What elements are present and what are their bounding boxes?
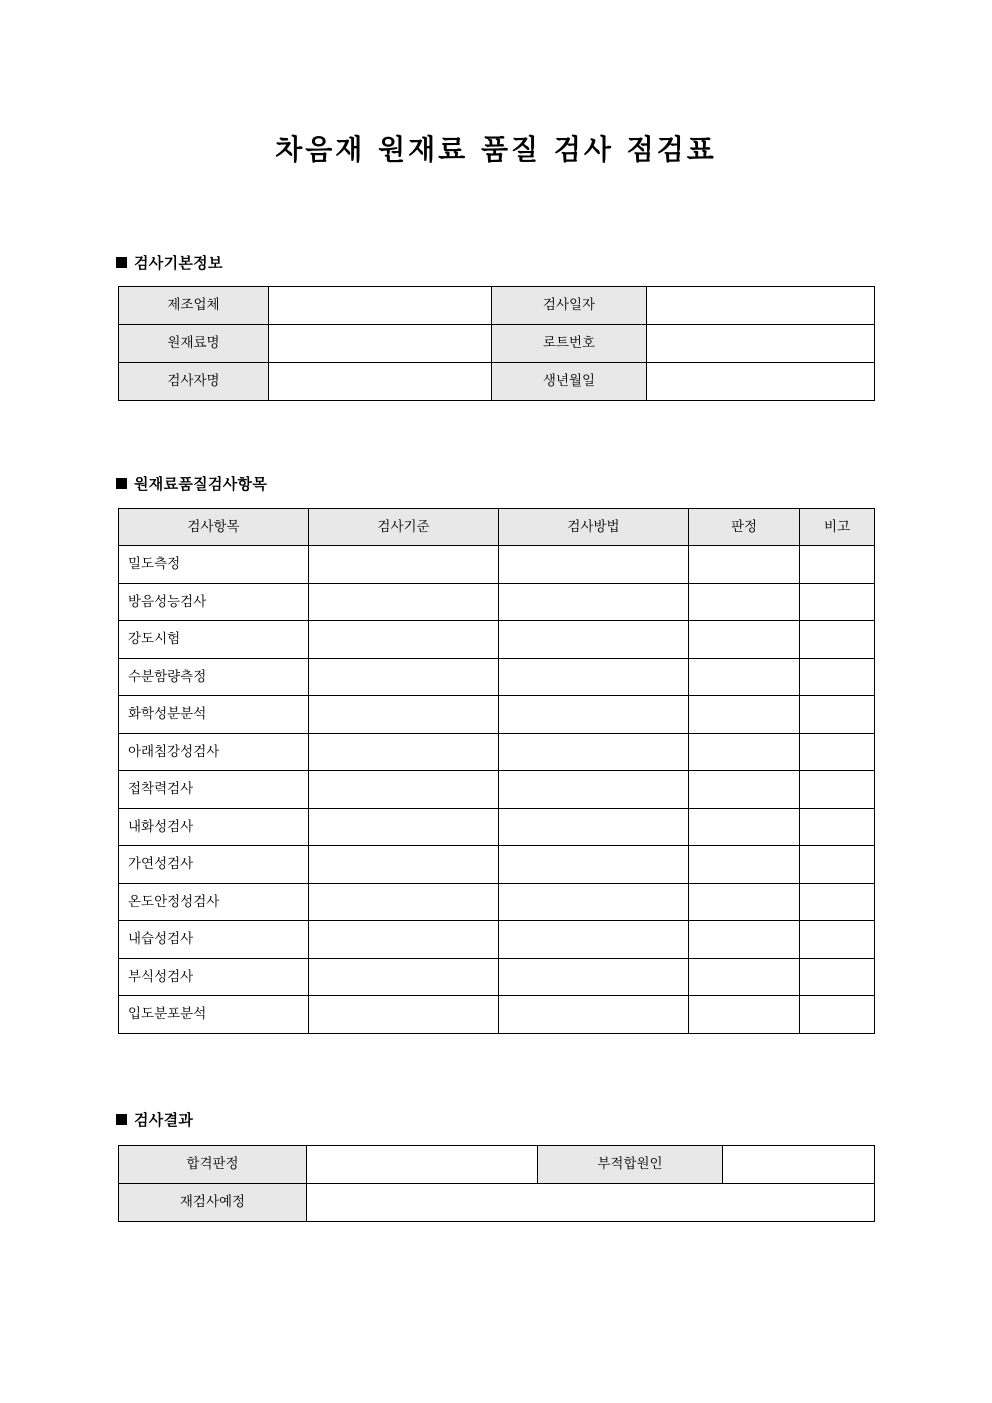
inspection-item-judgement[interactable]	[689, 996, 800, 1034]
table-row	[119, 771, 875, 809]
inspection-item-method[interactable]	[499, 696, 689, 734]
inspection-item-judgement[interactable]	[689, 958, 800, 996]
field-inspector-name[interactable]	[269, 363, 492, 401]
section-heading-inspection-items	[116, 473, 267, 494]
column-header-judgement: 판정	[689, 509, 800, 546]
inspection-item-criteria[interactable]	[309, 958, 499, 996]
section-heading-label: 검사결과	[134, 1111, 194, 1129]
basic-info-table	[118, 286, 875, 401]
inspection-item-criteria[interactable]	[309, 996, 499, 1034]
inspection-item-method[interactable]	[499, 583, 689, 621]
inspection-item-method[interactable]	[499, 733, 689, 771]
inspection-item-criteria[interactable]	[309, 921, 499, 959]
inspection-item-method[interactable]	[499, 846, 689, 884]
inspection-item-name: 강도시험	[119, 621, 309, 659]
inspection-item-method[interactable]	[499, 958, 689, 996]
inspection-item-name: 밀도측정	[119, 546, 309, 584]
table-row	[119, 621, 875, 659]
inspection-item-name: 온도안정성검사	[119, 883, 309, 921]
field-reinspection-schedule[interactable]	[307, 1184, 875, 1222]
inspection-item-criteria[interactable]	[309, 658, 499, 696]
field-manufacturer[interactable]	[269, 287, 492, 325]
inspection-item-note[interactable]	[800, 583, 875, 621]
label-birth-date: 생년월일	[492, 363, 647, 401]
table-row	[119, 921, 875, 959]
inspection-item-method[interactable]	[499, 996, 689, 1034]
label-inspector-name: 검사자명	[119, 363, 269, 401]
table-row	[119, 996, 875, 1034]
inspection-item-criteria[interactable]	[309, 846, 499, 884]
inspection-result-table	[118, 1145, 875, 1222]
field-material-name[interactable]	[269, 325, 492, 363]
inspection-item-criteria[interactable]	[309, 733, 499, 771]
inspection-item-judgement[interactable]	[689, 771, 800, 809]
table-row	[119, 546, 875, 584]
bullet-square-icon	[116, 1114, 127, 1125]
inspection-item-judgement[interactable]	[689, 808, 800, 846]
table-row	[119, 287, 875, 325]
inspection-item-method[interactable]	[499, 921, 689, 959]
inspection-item-judgement[interactable]	[689, 921, 800, 959]
field-birth-date[interactable]	[647, 363, 875, 401]
label-nonconformity-cause: 부적합원인	[538, 1146, 723, 1184]
column-header-criteria: 검사기준	[309, 509, 499, 546]
page-title: 차음재 원재료 품질 검사 점검표	[275, 133, 717, 166]
inspection-item-criteria[interactable]	[309, 546, 499, 584]
inspection-item-criteria[interactable]	[309, 621, 499, 659]
bullet-square-icon	[116, 257, 127, 268]
table-row	[119, 363, 875, 401]
inspection-item-judgement[interactable]	[689, 846, 800, 884]
inspection-items-body	[119, 546, 875, 1034]
label-reinspection-schedule: 재검사예정	[119, 1184, 307, 1222]
section-heading-label: 검사기본정보	[134, 254, 223, 272]
inspection-item-method[interactable]	[499, 808, 689, 846]
inspection-item-note[interactable]	[800, 958, 875, 996]
field-inspection-date[interactable]	[647, 287, 875, 325]
inspection-item-note[interactable]	[800, 733, 875, 771]
inspection-item-note[interactable]	[800, 546, 875, 584]
inspection-item-judgement[interactable]	[689, 546, 800, 584]
field-pass-judgement[interactable]	[307, 1146, 538, 1184]
inspection-item-note[interactable]	[800, 846, 875, 884]
inspection-item-note[interactable]	[800, 621, 875, 659]
inspection-item-name: 수분함량측정	[119, 658, 309, 696]
section-heading-basic-info	[116, 252, 223, 273]
inspection-item-judgement[interactable]	[689, 658, 800, 696]
inspection-item-note[interactable]	[800, 996, 875, 1034]
table-row	[119, 958, 875, 996]
inspection-item-method[interactable]	[499, 883, 689, 921]
inspection-item-name: 아래침강성검사	[119, 733, 309, 771]
inspection-item-judgement[interactable]	[689, 696, 800, 734]
inspection-item-note[interactable]	[800, 921, 875, 959]
inspection-item-criteria[interactable]	[309, 583, 499, 621]
inspection-items-table	[118, 508, 875, 1034]
inspection-item-name: 방음성능검사	[119, 583, 309, 621]
label-manufacturer: 제조업체	[119, 287, 269, 325]
table-header-row	[119, 509, 875, 546]
section-heading-label: 원재료품질검사항목	[134, 475, 268, 493]
inspection-item-judgement[interactable]	[689, 621, 800, 659]
table-row	[119, 846, 875, 884]
inspection-item-method[interactable]	[499, 771, 689, 809]
table-row	[119, 883, 875, 921]
column-header-method: 검사방법	[499, 509, 689, 546]
inspection-item-note[interactable]	[800, 883, 875, 921]
label-pass-judgement: 합격판정	[119, 1146, 307, 1184]
column-header-note: 비고	[800, 509, 875, 546]
inspection-item-method[interactable]	[499, 658, 689, 696]
inspection-item-judgement[interactable]	[689, 583, 800, 621]
table-row	[119, 1146, 875, 1184]
bullet-square-icon	[116, 478, 127, 489]
label-inspection-date: 검사일자	[492, 287, 647, 325]
inspection-item-criteria[interactable]	[309, 883, 499, 921]
inspection-item-name: 입도분포분석	[119, 996, 309, 1034]
field-nonconformity-cause[interactable]	[723, 1146, 875, 1184]
table-row	[119, 583, 875, 621]
label-lot-number: 로트번호	[492, 325, 647, 363]
table-row	[119, 808, 875, 846]
inspection-item-name: 부식성검사	[119, 958, 309, 996]
inspection-item-criteria[interactable]	[309, 808, 499, 846]
field-lot-number[interactable]	[647, 325, 875, 363]
inspection-item-judgement[interactable]	[689, 733, 800, 771]
inspection-item-note[interactable]	[800, 771, 875, 809]
label-material-name: 원재료명	[119, 325, 269, 363]
inspection-item-note[interactable]	[800, 658, 875, 696]
inspection-item-name: 화학성분분석	[119, 696, 309, 734]
inspection-item-name: 접착력검사	[119, 771, 309, 809]
inspection-item-method[interactable]	[499, 546, 689, 584]
inspection-item-criteria[interactable]	[309, 771, 499, 809]
inspection-item-method[interactable]	[499, 621, 689, 659]
table-row	[119, 696, 875, 734]
inspection-item-judgement[interactable]	[689, 883, 800, 921]
table-row	[119, 1184, 875, 1222]
inspection-item-criteria[interactable]	[309, 696, 499, 734]
inspection-item-note[interactable]	[800, 808, 875, 846]
inspection-item-note[interactable]	[800, 696, 875, 734]
table-row	[119, 325, 875, 363]
table-row	[119, 733, 875, 771]
inspection-item-name: 가연성검사	[119, 846, 309, 884]
table-row	[119, 658, 875, 696]
column-header-item: 검사항목	[119, 509, 309, 546]
section-heading-inspection-result	[116, 1109, 193, 1130]
inspection-item-name: 내습성검사	[119, 921, 309, 959]
inspection-item-name: 내화성검사	[119, 808, 309, 846]
